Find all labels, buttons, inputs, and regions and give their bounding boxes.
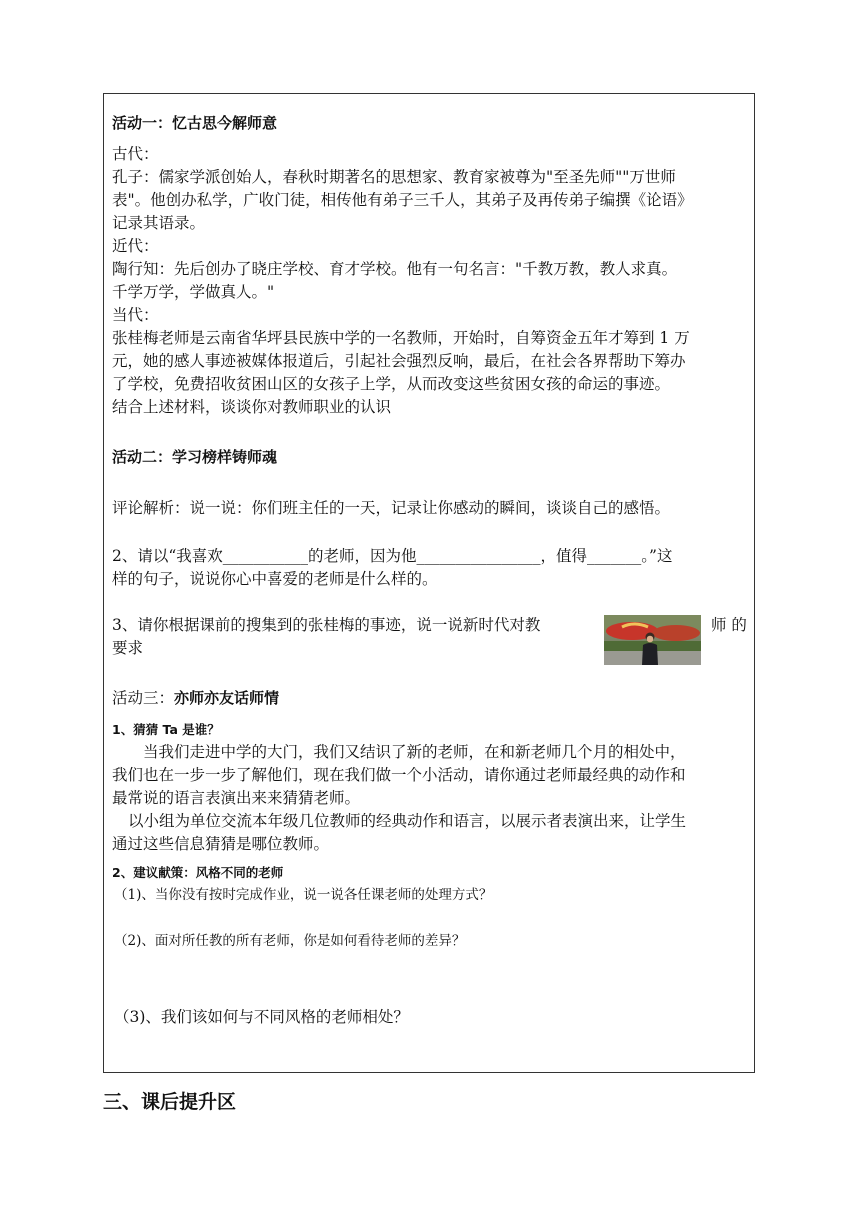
guess-para1-line-2: 我们也在一步一步了解他们，现在我们做一个小活动，请你通过老师最经典的动作和 (112, 766, 686, 784)
ancient-label: 古代： (112, 145, 159, 163)
activity2-q1: 评论解析：说一说：你们班主任的一天，记录让你感动的瞬间，谈谈自己的感悟。 (112, 499, 671, 517)
advice-title: 2、建议献策：风格不同的老师 (112, 865, 284, 880)
activity1-prompt: 结合上述材料，谈谈你对教师职业的认识 (112, 398, 392, 416)
activity2-q3-right: 师 的 (711, 616, 747, 634)
activity2-title: 活动二：学习榜样铸师魂 (112, 448, 278, 466)
activity3-title-main: 亦师亦友话师情 (174, 689, 280, 707)
confucius-line-1: 孔子：儒家学派创始人，春秋时期著名的思想家、教育家被尊为"至圣先师""万世师 (112, 168, 676, 186)
contemporary-label: 当代： (112, 306, 159, 324)
activity3-title (112, 687, 279, 710)
guess-para1-line-1: 当我们走进中学的大门，我们又结识了新的老师，在和新老师几个月的相处中， (143, 743, 686, 761)
tao-line-1: 陶行知：先后创办了晓庄学校、育才学校。他有一句名言："千教万教，教人求真。 (112, 260, 678, 278)
guess-para1-line-3: 最常说的语言表演出来来猜猜老师。 (112, 789, 361, 807)
activity2-q3-left: 3、请你根据课前的搜集到的张桂梅的事迹，说一说新时代对教 (112, 616, 541, 634)
zhang-line-1: 张桂梅老师是云南省华坪县民族中学的一名教师，开始时，自筹资金五年才筹到 1 万 (112, 329, 690, 347)
guess-title: 1、猜猜 Ta 是谁？ (112, 722, 220, 737)
modern-label: 近代： (112, 237, 159, 255)
teacher-photo (604, 615, 701, 665)
activity2-q3-line-2: 要求 (112, 639, 144, 657)
zhang-line-3: 了学校，免费招收贫困山区的女孩子上学，从而改变这些贫困女孩的命运的事迹。 (112, 375, 671, 393)
section3-heading: 三、课后提升区 (103, 1091, 237, 1113)
activity2-q2-line-2: 样的句子，说说你心中喜爱的老师是什么样的。 (112, 570, 438, 588)
advice-q2: （2)、面对所任教的所有老师，你是如何看待老师的差异？ (114, 933, 466, 949)
activity1-title: 活动一：忆古思今解师意 (112, 114, 278, 132)
confucius-line-2: 表"。他创办私学，广收门徒，相传他有弟子三千人，其弟子及再传弟子编撰《论语》 (112, 191, 693, 209)
confucius-line-3: 记录其语录。 (112, 214, 206, 232)
tao-line-2: 千学万学，学做真人。" (112, 283, 275, 301)
advice-q3: （3)、我们该如何与不同风格的老师相处？ (114, 1008, 409, 1026)
activity2-q2-line-1: 2、请以“我喜欢___________的老师，因为他________________，值得_______。”这 (112, 547, 673, 565)
activity3-title-prefix: 活动三： (112, 689, 175, 707)
advice-q1: （1)、当你没有按时完成作业，说一说各任课老师的处理方式？ (114, 887, 493, 903)
zhang-line-2: 元，她的感人事迹被媒体报道后，引起社会强烈反响，最后，在社会各界帮助下筹办 (112, 352, 686, 370)
guess-para2-line-2: 通过这些信息猜猜是哪位教师。 (112, 835, 330, 853)
guess-para2-line-1: 以小组为单位交流本年级几位教师的经典动作和语言，以展示者表演出来，让学生 (128, 812, 687, 830)
